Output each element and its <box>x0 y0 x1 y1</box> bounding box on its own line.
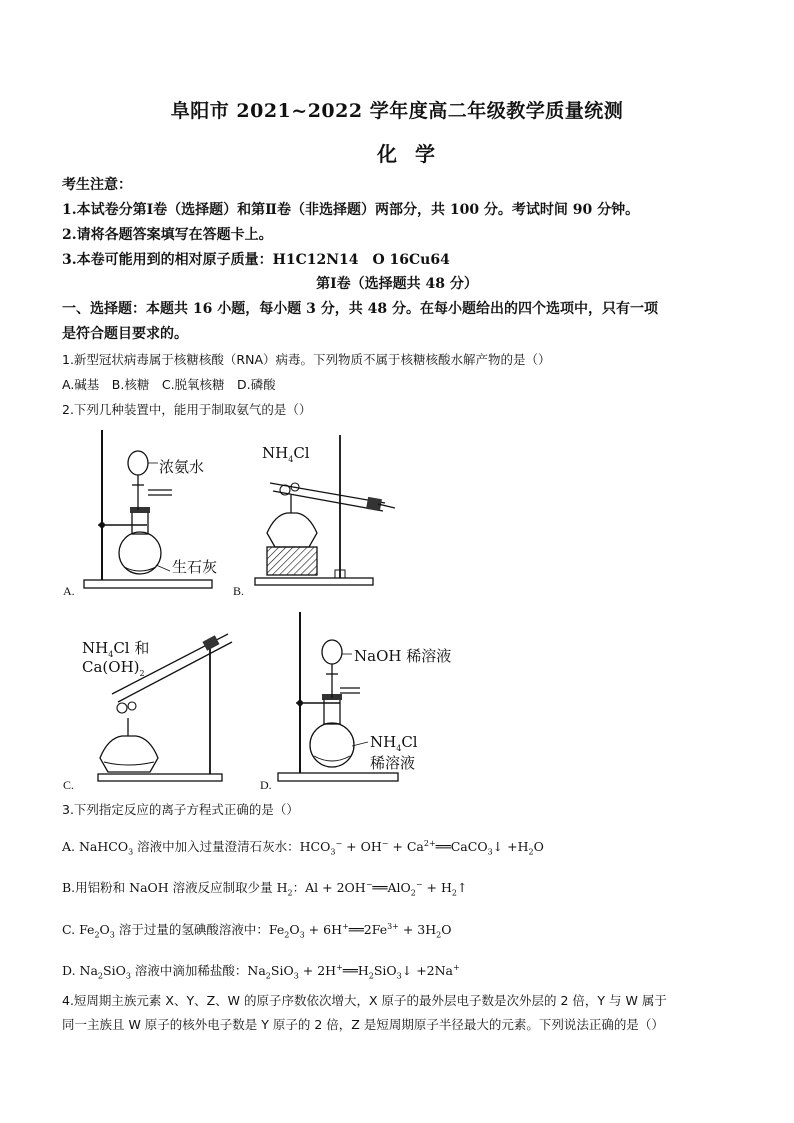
notice-item-2: 2.请将各题答案填写在答题卡上。 <box>62 227 273 243</box>
question-1-stem: 1.新型冠状病毒属于核糖核酸（RNA）病毒。下列物质不属于核糖核酸水解产物的是（） <box>62 352 551 367</box>
question-3-option-d: D. $Na_2SiO_3$ 溶液中滴加稀盐酸：$Na_2SiO_3$ + $2H^+══H_2SiO_3↓ +2Na^+$ <box>62 962 460 981</box>
notice-item-1: 1.本试卷分第Ⅰ卷（选择题）和第Ⅱ卷（非选择题）两部分，共 100 分。考试时间 90 分钟。 <box>62 202 640 218</box>
question-1-options: A.碱基 B.核糖 C.脱氧核糖 D.磷酸 <box>62 377 276 392</box>
section-intro-line2: 是符合题目要求的。 <box>62 326 188 342</box>
apparatus-a-reagent-top: 浓氨水 <box>159 458 205 476</box>
page-title: 阜阳市 2021~2022 学年度高二年级教学质量统测 <box>170 100 624 122</box>
question-3-option-c: C. $Fe_2O_3$ 溶于过量的氢碘酸溶液中：$Fe_2O_3$ + $6H^+══2Fe^{3+} + 3H_2O$ <box>62 921 452 940</box>
question-4-line2: 同一主族且 W 原子的核外电子数是 Y 原子的 2 倍，Z 是短周期原子半径最大的元素。下列说法正确的是（） <box>62 1017 664 1032</box>
apparatus-b-label: B. <box>233 584 245 598</box>
apparatus-a-label: A. <box>63 584 75 598</box>
notice-item-3: 3.本卷可能用到的相对原子质量：H1C12N14 O 16Cu64 <box>62 252 450 268</box>
subject-title: 化学 <box>377 142 453 166</box>
section-intro-line1: 一、选择题：本题共 16 小题，每小题 3 分，共 48 分。在每小题给出的四个选项中，只有一项 <box>62 301 658 317</box>
question-3-option-a: A. NaHCO$_3$ 溶液中加入过量澄清石灰水：$HCO_3^- + OH^-$ + $Ca^{2+}══CaCO_3↓ +H_2O$ <box>62 838 544 857</box>
apparatus-d-diagram <box>270 610 460 790</box>
question-4-line1: 4.短周期主族元素 X、Y、Z、W 的原子序数依次增大，X 原子的最外层电子数是次外层的 2 倍，Y 与 W 属于 <box>62 993 667 1008</box>
section-title: 第Ⅰ卷（选择题共 48 分） <box>316 276 478 292</box>
question-3-option-b: B.用铝粉和 NaOH 溶液反应制取少量 $H_2$：Al + 2OH−══AlO$_2$− + $H_2↑$ <box>62 879 468 898</box>
apparatus-c-reagent-line2: $Ca(OH)_2$ <box>82 658 145 678</box>
apparatus-b-reagent: $NH_4Cl$ <box>262 444 310 464</box>
apparatus-d-reagent-top: NaOH 稀溶液 <box>354 647 452 665</box>
apparatus-d-label: D. <box>260 778 272 792</box>
question-2-stem: 2.下列几种装置中，能用于制取氨气的是（） <box>62 402 312 417</box>
apparatus-a-reagent-bottom: 生石灰 <box>172 558 218 576</box>
apparatus-d-reagent-bottom-1: $NH_4Cl$ <box>370 733 418 753</box>
question-3-stem: 3.下列指定反应的离子方程式正确的是（） <box>62 802 299 817</box>
apparatus-c-reagent-line1: $NH_4Cl$ 和 <box>82 639 150 659</box>
apparatus-c-label: C. <box>63 778 75 792</box>
notice-heading: 考生注意： <box>62 177 132 193</box>
apparatus-d-reagent-bottom-2: 稀溶液 <box>370 754 416 772</box>
